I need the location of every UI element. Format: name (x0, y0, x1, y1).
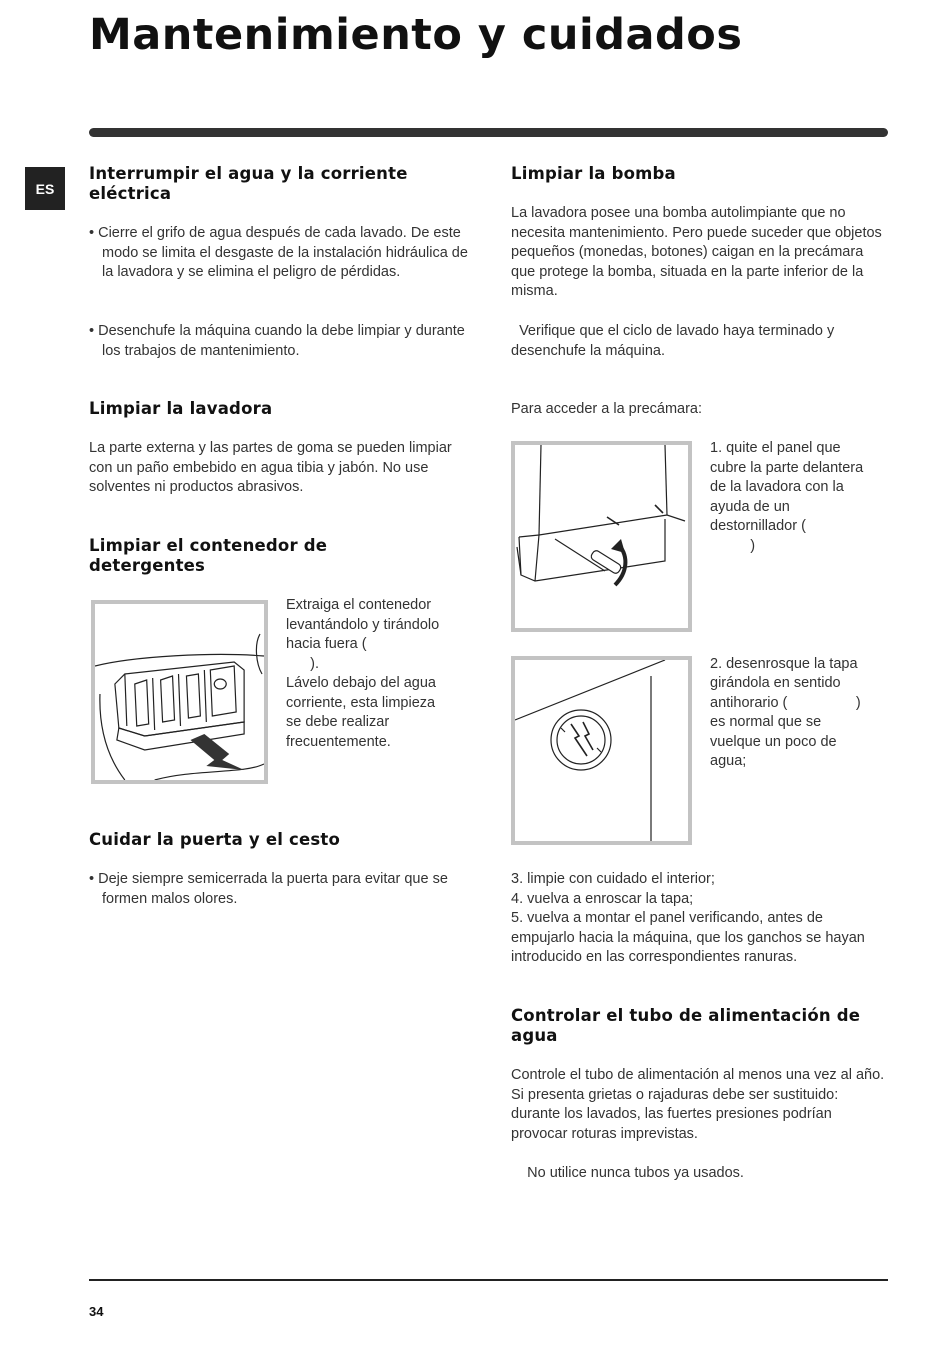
header-divider (89, 128, 888, 137)
step-1-line: ) (710, 538, 756, 554)
text-pump-intro: La lavadora posee una bomba autolimpiante que no necesita mantenimiento. Pero puede suceder que objetos pequeños (monedas, botones) caigan en la precámara que protege la bomba, situada en la parte inferior de la misma. (511, 205, 882, 300)
detergent-line: corriente, esta limpieza (286, 695, 436, 711)
step-3-text: 3. limpie con cuidado el interior; (511, 871, 715, 887)
step-1-line: destornillador ( (710, 518, 806, 534)
step-5-text: 5. vuelva a montar el panel verificando, antes de empujarlo hacia la máquina, que los ganchos se hayan introducido en las correspondientes ranuras. (511, 910, 865, 966)
language-badge: ES (25, 167, 65, 210)
page-title: Mantenimiento y cuidados (89, 10, 743, 60)
heading-check-hose: Controlar el tubo de alimentación de agua (511, 1006, 861, 1045)
step-2-line: agua; (710, 753, 747, 769)
step-2-line: vuelque un poco de (710, 734, 837, 750)
heading-water-power: Interrumpir el agua y la corriente eléctrica (89, 164, 408, 203)
unscrew-cap-illustration (511, 656, 692, 845)
heading-clean-pump: Limpiar la bomba (511, 164, 676, 183)
page-number: 34 (89, 1304, 104, 1319)
step-2-line: antihorario ( ) (710, 695, 861, 711)
text-hose-note: No utilice nunca tubos ya usados. (511, 1165, 744, 1181)
text-clean-washer: La parte externa y las partes de goma se pueden limpiar con un paño embebido en agua tibia y jabón. No use solventes ni productos abrasivos. (89, 440, 452, 496)
detergent-line: Lávelo debajo del agua (286, 675, 436, 691)
step-2-line: 2. desenrosque la tapa (710, 656, 858, 672)
detergent-line: levantándolo y tirándolo (286, 617, 440, 633)
detergent-line: Extraiga el contenedor (286, 597, 432, 613)
step-1-line: 1. quite el panel que (710, 440, 841, 456)
bullet-door-ajar: • Deje siempre semicerrada la puerta para evitar que se formen malos olores. (89, 871, 448, 907)
step-1-line: cubre la parte delantera (710, 460, 864, 476)
detergent-line: hacia fuera ( (286, 636, 367, 652)
heading-detergent-drawer: Limpiar el contenedor de detergentes (89, 536, 328, 575)
step-1-line: de la lavadora con la (710, 479, 844, 495)
step-2-line: es normal que se (710, 714, 822, 730)
heading-door-drum: Cuidar la puerta y el cesto (89, 830, 341, 849)
step-2-line: girándola en sentido (710, 675, 841, 691)
bullet-close-tap: • Cierre el grifo de agua después de cada lavado. De este modo se limita el desgaste de la instalación hidráulica de la lavadora y se elimina el peligro de pérdidas. (89, 225, 468, 281)
bullet-unplug: • Desenchufe la máquina cuando la debe limpiar y durante los trabajos de mantenimiento. (89, 323, 465, 359)
footer-divider (89, 1279, 888, 1281)
heading-clean-washer: Limpiar la lavadora (89, 399, 273, 418)
detergent-line: se debe realizar (286, 714, 390, 730)
text-access-chamber: Para acceder a la precámara: (511, 401, 703, 417)
step-1-line: ayuda de un (710, 499, 790, 515)
text-pump-note: Verifique que el ciclo de lavado haya terminado y desenchufe la máquina. (511, 323, 839, 359)
detergent-line: frecuentemente. (286, 734, 391, 750)
text-hose-check: Controle el tubo de alimentación al menos una vez al año. Si presenta grietas o rajaduras debe ser sustituido: durante los lavados, las fuertes presiones podrían provocar roturas imprevistas. (511, 1067, 885, 1142)
step-4-text: 4. vuelva a enroscar la tapa; (511, 891, 694, 907)
remove-panel-illustration (511, 441, 692, 632)
detergent-drawer-illustration (91, 600, 268, 784)
detergent-line: ). (286, 656, 320, 672)
